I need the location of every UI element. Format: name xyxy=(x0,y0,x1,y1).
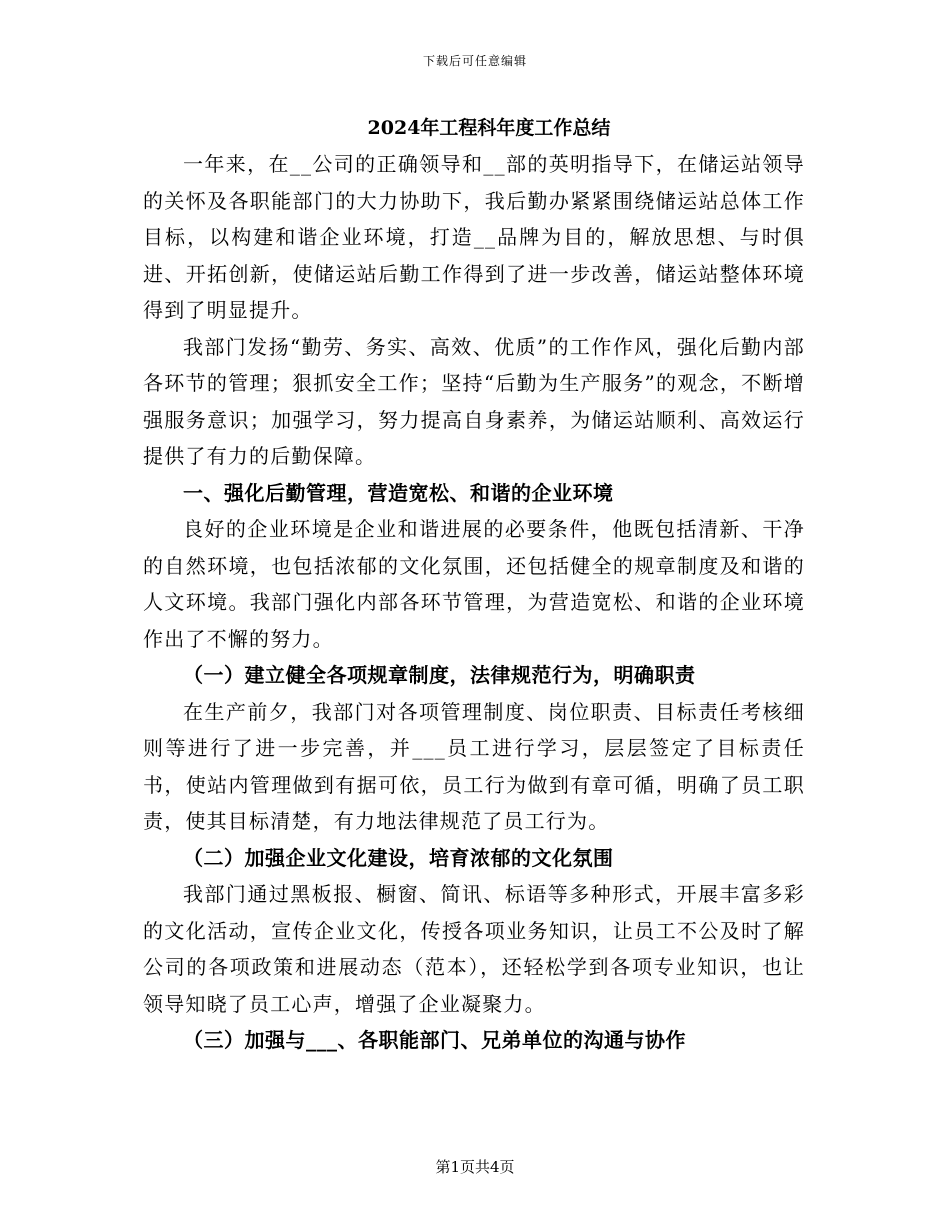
subsection-heading-3: （三）加强与___、各职能部门、兄弟单位的沟通与协作 xyxy=(183,1028,686,1052)
document-title: 2024年工程科年度工作总结 xyxy=(367,117,611,139)
paragraph-intro: 一年来，在__公司的正确领导和__部的英明指导下，在储运站领导的关怀及各职能部门的大力协助下，我后勤办紧紧围绕储运站总体工作目标，以构建和谐企业环境，打造__品牌为目的，解放思想、与时俱进、开拓创新，使储运站后勤工作得到了进一步改善，储运站整体环境得到了明显提升。 xyxy=(143,152,805,322)
page-footer: 第1页共4页 xyxy=(435,1158,515,1176)
paragraph-regulations: 在生产前夕，我部门对各项管理制度、岗位职责、目标责任考核细则等进行了进一步完善，并___员工进行学习，层层签定了目标责任书，使站内管理做到有据可依，员工行为做到有章可循，明确了员工职责，使其目标清楚，有力地法律规范了员工行为。 xyxy=(143,699,805,833)
paragraph-work-style: 我部门发扬“勤劳、务实、高效、优质”的工作作风，强化后勤内部各环节的管理；狠抓安全工作；坚持“后勤为生产服务”的观念，不断增强服务意识；加强学习，努力提高自身素养，为储运站顺利、高效运行提供了有力的后勤保障。 xyxy=(143,334,805,468)
paragraph-environment: 良好的企业环境是企业和谐进展的必要条件，他既包括清新、干净的自然环境，也包括浓郁的文化氛围，还包括健全的规章制度及和谐的人文环境。我部门强化内部各环节管理，为营造宽松、和谐的企业环境作出了不懈的努力。 xyxy=(143,517,805,651)
subsection-heading-2: （二）加强企业文化建设，培育浓郁的文化氛围 xyxy=(183,845,614,870)
document-body xyxy=(143,110,805,1059)
header-note: 下载后可任意编辑 xyxy=(422,54,527,68)
subsection-heading-1: （一）建立健全各项规章制度，法律规范行为，明确职责 xyxy=(183,663,696,687)
paragraph-culture: 我部门通过黑板报、橱窗、简讯、标语等多种形式，开展丰富多彩的文化活动，宣传企业文化，传授各项业务知识，让员工不公及时了解公司的各项政策和进展动态（范本），还轻松学到各项专业知识，也让领导知晓了员工心声，增强了企业凝聚力。 xyxy=(143,882,805,1016)
section-heading-1: 一、强化后勤管理，营造宽松、和谐的企业环境 xyxy=(183,480,614,505)
